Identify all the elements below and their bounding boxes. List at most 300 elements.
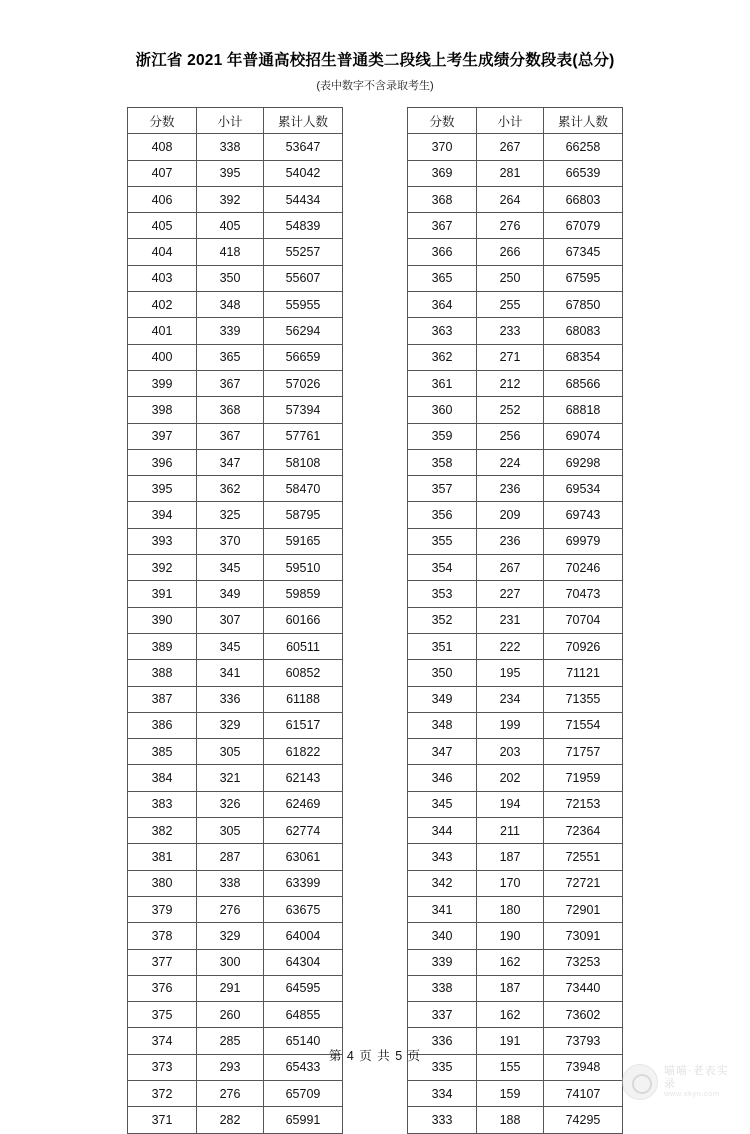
table-row (128, 160, 343, 186)
cell-subtotal: 329 (197, 923, 264, 949)
cell-subtotal: 191 (477, 1028, 544, 1054)
cell-score: 340 (408, 923, 477, 949)
cell-score: 355 (408, 528, 477, 554)
cell-score: 380 (128, 870, 197, 896)
cell-subtotal: 233 (477, 318, 544, 344)
table-row (408, 975, 623, 1001)
cell-score: 353 (408, 581, 477, 607)
cell-subtotal: 367 (197, 423, 264, 449)
cell-score: 390 (128, 607, 197, 633)
cell-subtotal: 162 (477, 1002, 544, 1028)
cell-subtotal: 287 (197, 844, 264, 870)
cell-score: 364 (408, 292, 477, 318)
header-score: 分数 (408, 108, 477, 134)
cell-cumulative: 72153 (544, 791, 623, 817)
cell-subtotal: 256 (477, 423, 544, 449)
cell-score: 348 (408, 712, 477, 738)
cell-score: 394 (128, 502, 197, 528)
table-row (408, 818, 623, 844)
cell-cumulative: 60852 (264, 660, 343, 686)
table-row (128, 686, 343, 712)
cell-cumulative: 61517 (264, 712, 343, 738)
cell-subtotal: 336 (197, 686, 264, 712)
cell-cumulative: 67079 (544, 213, 623, 239)
table-row (128, 660, 343, 686)
cell-cumulative: 57761 (264, 423, 343, 449)
header-cumulative: 累计人数 (264, 108, 343, 134)
cell-cumulative: 71554 (544, 712, 623, 738)
cell-cumulative: 59165 (264, 528, 343, 554)
score-table-left (127, 107, 343, 1134)
cell-cumulative: 69743 (544, 502, 623, 528)
cell-score: 408 (128, 134, 197, 160)
table-row (128, 923, 343, 949)
cell-score: 375 (128, 1002, 197, 1028)
table-row (408, 739, 623, 765)
cell-subtotal: 155 (477, 1054, 544, 1080)
cell-subtotal: 281 (477, 160, 544, 186)
table-row (408, 555, 623, 581)
cell-cumulative: 71959 (544, 765, 623, 791)
cell-score: 374 (128, 1028, 197, 1054)
cell-subtotal: 362 (197, 476, 264, 502)
cell-score: 360 (408, 397, 477, 423)
cell-score: 395 (128, 476, 197, 502)
cell-subtotal: 194 (477, 791, 544, 817)
cell-score: 372 (128, 1080, 197, 1106)
cell-cumulative: 67850 (544, 292, 623, 318)
cell-cumulative: 69979 (544, 528, 623, 554)
cell-cumulative: 57394 (264, 397, 343, 423)
cell-score: 404 (128, 239, 197, 265)
table-row (128, 265, 343, 291)
cell-score: 333 (408, 1107, 477, 1133)
cell-subtotal: 236 (477, 528, 544, 554)
cell-subtotal: 276 (197, 896, 264, 922)
cell-cumulative: 70246 (544, 555, 623, 581)
cell-subtotal: 350 (197, 265, 264, 291)
cell-score: 370 (408, 134, 477, 160)
cell-subtotal: 347 (197, 449, 264, 475)
document-page (0, 48, 750, 1127)
table-row (128, 186, 343, 212)
watermark-sub-text: www.xkyn.com (664, 1089, 720, 1099)
cell-score: 397 (128, 423, 197, 449)
cell-cumulative: 66803 (544, 186, 623, 212)
table-row (128, 1080, 343, 1106)
table-row (128, 318, 343, 344)
cell-subtotal: 338 (197, 134, 264, 160)
cell-cumulative: 60166 (264, 607, 343, 633)
cell-cumulative: 74107 (544, 1080, 623, 1106)
cell-cumulative: 72551 (544, 844, 623, 870)
cell-cumulative: 66539 (544, 160, 623, 186)
table-row (408, 1002, 623, 1028)
table-row (408, 134, 623, 160)
cell-subtotal: 291 (197, 975, 264, 1001)
table-row (128, 633, 343, 659)
table-header-row (408, 108, 623, 134)
table-row (408, 1080, 623, 1106)
cell-cumulative: 63061 (264, 844, 343, 870)
cell-score: 385 (128, 739, 197, 765)
cell-subtotal: 199 (477, 712, 544, 738)
table-row (128, 476, 343, 502)
cell-cumulative: 73253 (544, 949, 623, 975)
cell-score: 351 (408, 633, 477, 659)
cell-score: 387 (128, 686, 197, 712)
table-row (128, 344, 343, 370)
cell-subtotal: 203 (477, 739, 544, 765)
table-row (408, 949, 623, 975)
cell-cumulative: 62469 (264, 791, 343, 817)
cell-score: 345 (408, 791, 477, 817)
table-row (128, 397, 343, 423)
cell-score: 343 (408, 844, 477, 870)
cell-subtotal: 190 (477, 923, 544, 949)
cell-cumulative: 73793 (544, 1028, 623, 1054)
cell-score: 352 (408, 607, 477, 633)
cell-score: 405 (128, 213, 197, 239)
page-title: 浙江省 2021 年普通高校招生普通类二段线上考生成绩分数段表(总分) (135, 52, 615, 69)
cell-score: 371 (128, 1107, 197, 1133)
table-row (408, 476, 623, 502)
cell-score: 383 (128, 791, 197, 817)
cell-subtotal: 250 (477, 265, 544, 291)
table-row (408, 528, 623, 554)
cell-cumulative: 60511 (264, 633, 343, 659)
cell-cumulative: 58108 (264, 449, 343, 475)
cell-score: 402 (128, 292, 197, 318)
cell-score: 335 (408, 1054, 477, 1080)
watermark (622, 1062, 734, 1102)
table-row (128, 134, 343, 160)
table-row (128, 607, 343, 633)
table-row (128, 1002, 343, 1028)
cell-cumulative: 61188 (264, 686, 343, 712)
cell-subtotal: 159 (477, 1080, 544, 1106)
cell-cumulative: 65709 (264, 1080, 343, 1106)
table-row (408, 239, 623, 265)
table-row (408, 502, 623, 528)
cell-subtotal: 195 (477, 660, 544, 686)
cell-cumulative: 71121 (544, 660, 623, 686)
cell-cumulative: 64004 (264, 923, 343, 949)
cell-score: 346 (408, 765, 477, 791)
cell-score: 366 (408, 239, 477, 265)
cell-subtotal: 345 (197, 633, 264, 659)
cell-cumulative: 68566 (544, 370, 623, 396)
table-row (408, 686, 623, 712)
cell-score: 379 (128, 896, 197, 922)
cell-score: 347 (408, 739, 477, 765)
table-row (408, 370, 623, 396)
cell-subtotal: 276 (477, 213, 544, 239)
table-row (128, 739, 343, 765)
cell-score: 363 (408, 318, 477, 344)
table-row (128, 528, 343, 554)
cell-score: 365 (408, 265, 477, 291)
table-row (128, 818, 343, 844)
cell-subtotal: 293 (197, 1054, 264, 1080)
cell-score: 406 (128, 186, 197, 212)
header-subtotal: 小计 (197, 108, 264, 134)
cell-cumulative: 74295 (544, 1107, 623, 1133)
cell-subtotal: 325 (197, 502, 264, 528)
table-row (408, 318, 623, 344)
cell-subtotal: 418 (197, 239, 264, 265)
table-row (128, 581, 343, 607)
cell-score: 391 (128, 581, 197, 607)
cell-score: 358 (408, 449, 477, 475)
cell-cumulative: 64595 (264, 975, 343, 1001)
cell-cumulative: 63675 (264, 896, 343, 922)
cell-subtotal: 300 (197, 949, 264, 975)
cell-subtotal: 345 (197, 555, 264, 581)
cell-score: 339 (408, 949, 477, 975)
table-row (128, 213, 343, 239)
cell-score: 400 (128, 344, 197, 370)
cell-score: 341 (408, 896, 477, 922)
cell-score: 350 (408, 660, 477, 686)
cell-cumulative: 72721 (544, 870, 623, 896)
cell-score: 349 (408, 686, 477, 712)
cell-subtotal: 209 (477, 502, 544, 528)
table-row (128, 949, 343, 975)
cell-subtotal: 305 (197, 818, 264, 844)
cell-cumulative: 68083 (544, 318, 623, 344)
cell-score: 336 (408, 1028, 477, 1054)
table-row (408, 265, 623, 291)
cell-score: 382 (128, 818, 197, 844)
table-row (128, 765, 343, 791)
cell-score: 373 (128, 1054, 197, 1080)
cell-cumulative: 73091 (544, 923, 623, 949)
cell-score: 361 (408, 370, 477, 396)
table-row (408, 660, 623, 686)
cell-cumulative: 53647 (264, 134, 343, 160)
cell-cumulative: 54434 (264, 186, 343, 212)
cell-score: 368 (408, 186, 477, 212)
cell-cumulative: 73440 (544, 975, 623, 1001)
cell-cumulative: 63399 (264, 870, 343, 896)
cell-subtotal: 276 (197, 1080, 264, 1106)
cell-subtotal: 367 (197, 370, 264, 396)
table-row (408, 896, 623, 922)
table-row (128, 712, 343, 738)
cell-cumulative: 62774 (264, 818, 343, 844)
cell-subtotal: 252 (477, 397, 544, 423)
cell-cumulative: 69298 (544, 449, 623, 475)
table-row (408, 213, 623, 239)
cell-score: 338 (408, 975, 477, 1001)
cell-subtotal: 338 (197, 870, 264, 896)
cell-cumulative: 65991 (264, 1107, 343, 1133)
cell-subtotal: 187 (477, 975, 544, 1001)
cell-score: 389 (128, 633, 197, 659)
table-row (128, 449, 343, 475)
cell-cumulative: 71355 (544, 686, 623, 712)
cell-score: 342 (408, 870, 477, 896)
cell-score: 357 (408, 476, 477, 502)
table-header-row (128, 108, 343, 134)
cell-subtotal: 365 (197, 344, 264, 370)
header-cumulative: 累计人数 (544, 108, 623, 134)
cell-subtotal: 339 (197, 318, 264, 344)
cell-score: 388 (128, 660, 197, 686)
table-row (408, 712, 623, 738)
cell-cumulative: 70473 (544, 581, 623, 607)
cell-subtotal: 405 (197, 213, 264, 239)
cell-subtotal: 231 (477, 607, 544, 633)
cell-cumulative: 56294 (264, 318, 343, 344)
cell-cumulative: 73948 (544, 1054, 623, 1080)
cell-subtotal: 329 (197, 712, 264, 738)
cell-cumulative: 67345 (544, 239, 623, 265)
cell-cumulative: 55955 (264, 292, 343, 318)
cell-subtotal: 170 (477, 870, 544, 896)
cell-subtotal: 234 (477, 686, 544, 712)
cell-cumulative: 69074 (544, 423, 623, 449)
cell-subtotal: 188 (477, 1107, 544, 1133)
table-row (128, 502, 343, 528)
cell-subtotal: 305 (197, 739, 264, 765)
cell-subtotal: 285 (197, 1028, 264, 1054)
cell-score: 396 (128, 449, 197, 475)
cell-subtotal: 222 (477, 633, 544, 659)
cell-subtotal: 264 (477, 186, 544, 212)
cell-score: 356 (408, 502, 477, 528)
table-row (408, 449, 623, 475)
header-subtotal: 小计 (477, 108, 544, 134)
table-row (128, 791, 343, 817)
cell-score: 392 (128, 555, 197, 581)
table-row (128, 844, 343, 870)
table-row (408, 870, 623, 896)
cell-subtotal: 349 (197, 581, 264, 607)
table-row (408, 344, 623, 370)
cell-score: 378 (128, 923, 197, 949)
cell-score: 354 (408, 555, 477, 581)
cell-subtotal: 187 (477, 844, 544, 870)
table-row (408, 160, 623, 186)
cell-cumulative: 68818 (544, 397, 623, 423)
table-row (408, 765, 623, 791)
score-table-right (407, 107, 623, 1134)
cell-cumulative: 68354 (544, 344, 623, 370)
cell-cumulative: 54042 (264, 160, 343, 186)
cell-cumulative: 67595 (544, 265, 623, 291)
cell-score: 377 (128, 949, 197, 975)
cell-score: 362 (408, 344, 477, 370)
cell-cumulative: 56659 (264, 344, 343, 370)
cell-score: 369 (408, 160, 477, 186)
header-score: 分数 (128, 108, 197, 134)
cell-cumulative: 69534 (544, 476, 623, 502)
watermark-main-text: 喵喵·老表实录 (664, 1065, 729, 1090)
table-row (128, 239, 343, 265)
cell-cumulative: 59859 (264, 581, 343, 607)
table-row (128, 975, 343, 1001)
cell-cumulative: 59510 (264, 555, 343, 581)
cell-subtotal: 224 (477, 449, 544, 475)
cell-cumulative: 62143 (264, 765, 343, 791)
cell-score: 403 (128, 265, 197, 291)
table-row (408, 186, 623, 212)
cell-cumulative: 70704 (544, 607, 623, 633)
cell-cumulative: 58470 (264, 476, 343, 502)
cell-subtotal: 370 (197, 528, 264, 554)
cell-subtotal: 212 (477, 370, 544, 396)
cell-subtotal: 260 (197, 1002, 264, 1028)
cell-score: 399 (128, 370, 197, 396)
cell-score: 344 (408, 818, 477, 844)
table-row (128, 292, 343, 318)
table-row (128, 896, 343, 922)
cell-cumulative: 55257 (264, 239, 343, 265)
cell-score: 401 (128, 318, 197, 344)
cell-subtotal: 211 (477, 818, 544, 844)
cell-subtotal: 255 (477, 292, 544, 318)
table-row (408, 397, 623, 423)
cell-score: 381 (128, 844, 197, 870)
cell-cumulative: 64304 (264, 949, 343, 975)
watermark-text (664, 1065, 734, 1099)
cell-cumulative: 61822 (264, 739, 343, 765)
table-row (408, 423, 623, 449)
page-subtitle: (表中数字不含录取考生) (316, 80, 434, 92)
cell-cumulative: 72364 (544, 818, 623, 844)
cell-subtotal: 236 (477, 476, 544, 502)
page-footer: 第 4 页 共 5 页 (328, 1049, 422, 1063)
cell-subtotal: 341 (197, 660, 264, 686)
cell-subtotal: 392 (197, 186, 264, 212)
cell-subtotal: 162 (477, 949, 544, 975)
table-row (408, 292, 623, 318)
cell-score: 393 (128, 528, 197, 554)
cell-cumulative: 70926 (544, 633, 623, 659)
score-tables (0, 107, 750, 1134)
cell-score: 334 (408, 1080, 477, 1106)
table-row (408, 1107, 623, 1133)
cell-cumulative: 72901 (544, 896, 623, 922)
cell-subtotal: 266 (477, 239, 544, 265)
cell-subtotal: 271 (477, 344, 544, 370)
cell-score: 376 (128, 975, 197, 1001)
cell-cumulative: 55607 (264, 265, 343, 291)
table-row (128, 423, 343, 449)
table-row (128, 870, 343, 896)
cell-cumulative: 57026 (264, 370, 343, 396)
cell-subtotal: 326 (197, 791, 264, 817)
table-row (408, 633, 623, 659)
cell-subtotal: 180 (477, 896, 544, 922)
cell-score: 386 (128, 712, 197, 738)
cell-subtotal: 267 (477, 134, 544, 160)
cell-subtotal: 282 (197, 1107, 264, 1133)
cell-cumulative: 54839 (264, 213, 343, 239)
cell-score: 337 (408, 1002, 477, 1028)
cell-subtotal: 321 (197, 765, 264, 791)
cell-score: 407 (128, 160, 197, 186)
cell-cumulative: 65433 (264, 1054, 343, 1080)
cell-cumulative: 73602 (544, 1002, 623, 1028)
cell-subtotal: 307 (197, 607, 264, 633)
cell-subtotal: 227 (477, 581, 544, 607)
cell-cumulative: 71757 (544, 739, 623, 765)
cell-score: 359 (408, 423, 477, 449)
table-row (408, 581, 623, 607)
